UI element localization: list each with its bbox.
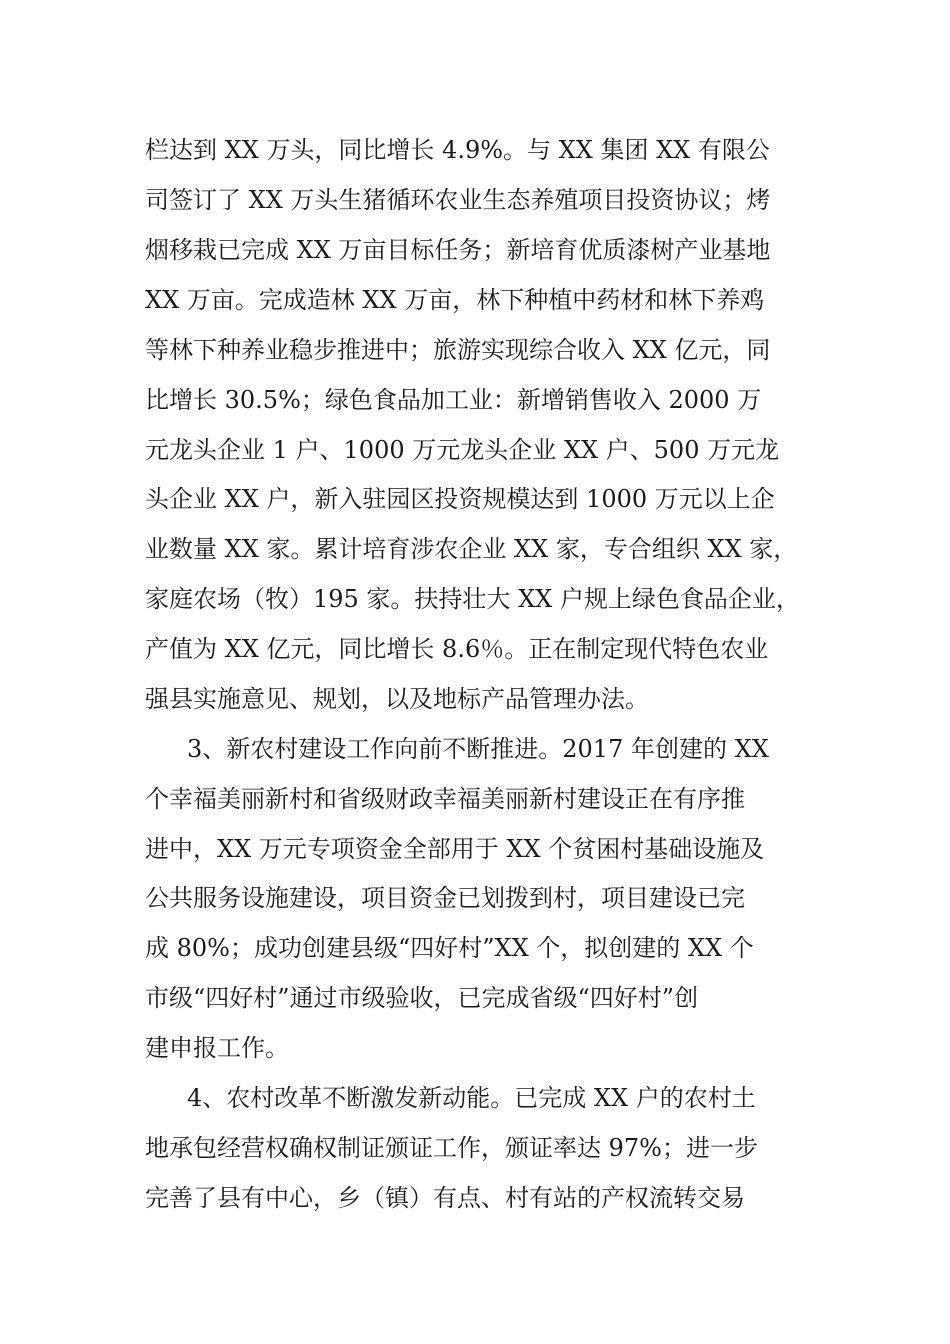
paragraph-start-line: 3、新农村建设工作向前不断推进。2017 年创建的 XX bbox=[187, 735, 769, 763]
text-line: 元龙头企业 1 户、1000 万元龙头企业 XX 户、500 万元龙 bbox=[145, 436, 780, 464]
text-line: 栏达到 XX 万头，同比增长 4.9%。与 XX 集团 XX 有限公 bbox=[145, 136, 770, 164]
text-line: 成 80%；成功创建县级“四好村”XX 个，拟创建的 XX 个 bbox=[145, 934, 754, 962]
text-line: 等林下种养业稳步推进中；旅游实现综合收入 XX 亿元，同 bbox=[145, 336, 771, 364]
text-line: 建申报工作。 bbox=[145, 1034, 289, 1062]
text-line: 头企业 XX 户，新入驻园区投资规模达到 1000 万元以上企 bbox=[145, 485, 775, 513]
paragraph-start-line: 4、农村改革不断激发新动能。已完成 XX 户的农村土 bbox=[187, 1084, 756, 1112]
text-line: 地承包经营权确权制证颁证工作，颁证率达 97%；进一步 bbox=[145, 1134, 758, 1162]
text-line: 市级“四好村”通过市级验收，已完成省级“四好村”创 bbox=[145, 984, 699, 1012]
text-line: 完善了县有中心，乡（镇）有点、村有站的产权流转交易 bbox=[145, 1184, 745, 1212]
text-line: 比增长 30.5%；绿色食品加工业：新增销售收入 2000 万 bbox=[145, 386, 762, 414]
text-line: 强县实施意见、规划，以及地标产品管理办法。 bbox=[145, 685, 649, 713]
text-line: 司签订了 XX 万头生猪循环农业生态养殖项目投资协议；烤 bbox=[145, 186, 771, 214]
text-line: 进中，XX 万元专项资金全部用于 XX 个贫困村基础设施及 bbox=[145, 835, 765, 863]
text-line: XX 万亩。完成造林 XX 万亩，林下种植中药材和林下养鸡 bbox=[145, 286, 765, 314]
text-line: 产值为 XX 亿元，同比增长 8.6％。正在制定现代特色农业 bbox=[145, 635, 769, 663]
text-line: 烟移栽已完成 XX 万亩目标任务；新培育优质漆树产业基地 bbox=[145, 236, 771, 264]
text-line: 业数量 XX 家。累计培育涉农企业 XX 家，专合组织 XX 家， bbox=[145, 535, 798, 563]
text-line: 家庭农场（牧）195 家。扶持壮大 XX 户规上绿色食品企业， bbox=[145, 585, 800, 613]
text-line: 个幸福美丽新村和省级财政幸福美丽新村建设正在有序推 bbox=[145, 785, 745, 813]
text-line: 公共服务设施建设，项目资金已划拨到村，项目建设已完 bbox=[145, 884, 745, 912]
